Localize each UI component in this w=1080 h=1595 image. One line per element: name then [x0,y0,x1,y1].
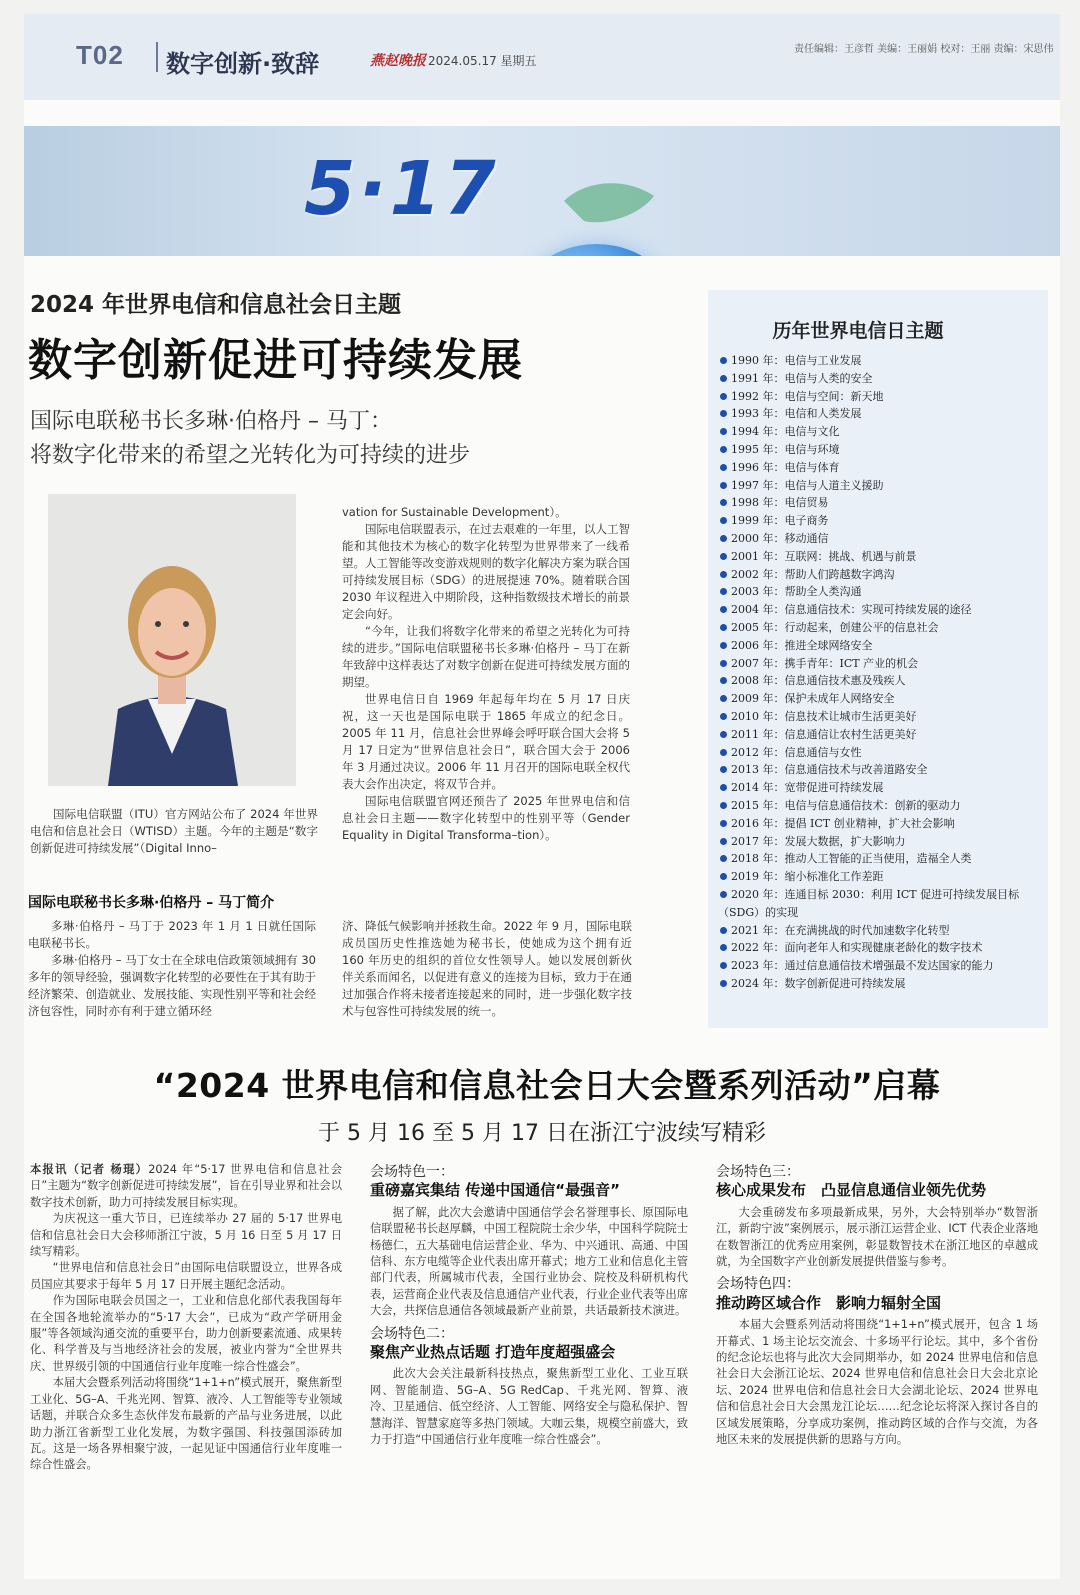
section-title: 数字创新·致辞 [166,50,320,78]
news-column-3 [716,1162,1038,1449]
theme-text: 1996 年：电信与体育 [731,460,840,474]
issue-date: 2024.05.17 星期五 [428,54,537,68]
article-headline: 数字创新促进可持续发展 [28,335,523,386]
globe-land-shape [564,183,654,222]
theme-list-item [718,815,1043,833]
feature-label: 会场特色三： [716,1164,800,1180]
theme-list-item [718,868,1043,886]
theme-list-item [718,744,1043,762]
theme-text: 1995 年：电信与环境 [731,442,840,456]
theme-list-item [718,459,1043,477]
theme-list-item [718,352,1043,370]
portrait-photo [48,494,296,786]
theme-list-item [718,833,1043,851]
theme-list-item [718,494,1043,512]
theme-list-item [718,423,1043,441]
theme-text: 2018 年：推动人工智能的正当使用，造福全人类 [731,852,972,866]
theme-text: 1994 年：电信与文化 [731,425,840,439]
header-divider [156,42,158,72]
theme-text: 2024 年：数字创新促进可持续发展 [731,976,906,990]
theme-list-item [718,566,1043,584]
bullet-icon [720,642,727,649]
bio-column-1 [28,918,316,1020]
theme-list-item [718,797,1043,815]
theme-text: 2007 年：携手青年：ICT 产业的机会 [731,656,919,670]
bio-paragraph: 多琳·伯格丹 – 马丁女士在全球电信政策领域拥有 30 多年的领导经验，强调数字化转型的必要性在于其有助于经济繁荣、创造就业、发展技能、实现性别平等和社会经济包容性，同时亦有利于建立循环经 [28,953,317,1018]
bullet-icon [720,464,727,471]
theme-text: 2008 年：信息通信技术惠及残疾人 [731,674,906,688]
bullet-icon [720,482,727,489]
news-paragraph: “世界电信和信息社会日”由国际电信联盟设立，世界各成员国应其要求于每年 5 月 17 日开展主题纪念活动。 [30,1261,342,1291]
theme-text: 1992 年：电信与空间：新天地 [731,389,884,403]
caption-text: 国际电信联盟（ITU）官方网站公布了 2024 年世界电信和信息社会日（WTISD）主题。今年的主题是“数字创新促进可持续发展”（Digital Inno– [30,807,318,855]
bullet-icon [720,553,727,560]
article-paragraph: vation for Sustainable Development）。 [342,505,567,519]
bullet-icon [720,517,727,524]
theme-text: 2020 年：连通目标 2030：利用 ICT 促进可持续发展目标（SDG）的实现 [718,887,1020,919]
theme-text: 2006 年：推进全球网络安全 [731,638,873,652]
theme-list-item [718,690,1043,708]
page-number: T02 [76,40,124,70]
theme-list-item [718,583,1043,601]
newspaper-logo: 燕赵晚报 [370,53,426,69]
theme-list-item [718,779,1043,797]
bullet-icon [720,784,727,791]
bullet-icon [720,535,727,542]
news-column-2 [370,1162,688,1449]
theme-text: 2017 年：发展大数据，扩大影响力 [731,834,906,848]
page-header [24,14,1060,100]
bullet-icon [720,766,727,773]
bullet-icon [720,731,727,738]
theme-text: 2011 年：信息通信让农村生活更美好 [731,727,917,741]
bullet-icon [720,838,727,845]
feature-heading: 推动跨区域合作 影响力辐射全国 [716,1293,942,1312]
theme-text: 2019 年：缩小标准化工作差距 [731,870,884,884]
theme-list-item [718,370,1043,388]
theme-list-item [718,726,1043,744]
theme-list-item [718,512,1043,530]
theme-list-item [718,405,1043,423]
theme-list-item [718,441,1043,459]
sidebar-title: 历年世界电信日主题 [772,320,944,342]
bullet-icon [720,820,727,827]
bullet-icon [720,624,727,631]
article-paragraph: 国际电信联盟表示，在过去艰难的一年里，以人工智能和其他技术为核心的数字化转型为世界带来了一线希望。人工智能等改变游戏规则的数字化解决方案为联合国可持续发展目标（SDG）的进展提速 70%。随着联合国 2030 年议程进入中期阶段，这种指数级技术增长的前景定会向好。 [342,522,630,621]
newspaper-page [24,14,1060,1579]
article-subtitle-1: 国际电联秘书长多琳·伯格丹 – 马丁： [30,409,392,434]
article-column-2 [342,504,630,844]
bullet-icon [720,749,727,756]
news-paragraph: 作为国际电联会员国之一，工业和信息化部代表我国每年在全国各地轮流举办的“5·17 大会”，已成为“政产学研用金服”等各领域沟通交流的重要平台，助力创新要素流通、成果转化、科学普及与当地经济社会的发展，被业内誉为“全世界共庆、世界级引领的中国通信行业年度唯一综合性盛会”。 [30,1294,342,1373]
banner-decoration [24,126,1060,256]
feature-label: 会场特色二： [370,1325,454,1342]
theme-list-item [718,477,1043,495]
theme-text: 2005 年：行动起来，创建公平的信息社会 [731,620,939,634]
news-text: 2024 年“5·17 世界电信和信息社会日”主题为“数字创新促进可持续发展”，旨在引导业界和社会以数字技术创新，助力可持续发展目标实现。 [30,1163,342,1209]
theme-text: 1997 年：电信与人道主义援助 [731,478,884,492]
theme-list-item [718,850,1043,868]
bullet-icon [720,891,727,898]
theme-text: 2015 年：电信与信息通信技术：创新的驱动力 [731,798,961,812]
theme-text: 2000 年：移动通信 [731,531,829,545]
bio-title: 国际电联秘书长多琳·伯格丹 – 马丁简介 [28,895,275,911]
news-paragraph: 为庆祝这一重大节日，已连续举办 27 届的 5·17 世界电信和信息社会日大会移师浙江宁波，5 月 16 日至 5 月 17 日续写精彩。 [30,1212,342,1259]
feature-label: 会场特色一： [370,1164,454,1180]
theme-text: 2004 年：信息通信技术：实现可持续发展的途径 [731,603,972,617]
theme-list-item [718,708,1043,726]
banner-517: 5·17 [304,146,499,232]
bullet-icon [720,927,727,934]
theme-list-item [718,601,1043,619]
article-paragraph: “今年，让我们将数字化带来的希望之光转化为可持续的进步。”国际电信联盟秘书长多琳·伯格丹 – 马丁在新年致辞中这样表达了对数字创新在促进可持续发展方面的期望。 [342,624,630,689]
bullet-icon [720,855,727,862]
feature-label: 会场特色四： [716,1276,800,1293]
second-subtitle: 于 5 月 16 至 5 月 17 日在浙江宁波续写精彩 [318,1121,766,1146]
bullet-icon [720,571,727,578]
theme-text: 2021 年：在充满挑战的时代加速数字化转型 [731,923,950,937]
theme-text: 2012 年：信息通信与女性 [731,745,862,759]
bullet-icon [720,713,727,720]
theme-list-item [718,886,1043,922]
bullet-icon [720,695,727,702]
second-headline: “2024 世界电信和信息社会日大会暨系列活动”启幕 [153,1066,941,1105]
bullet-icon [720,375,727,382]
feature-heading: 聚焦产业热点话题 打造年度超强盛会 [370,1343,616,1362]
photo-caption [30,806,318,857]
article-kicker: 2024 年世界电信和信息社会日主题 [30,292,402,318]
theme-text: 2023 年：通过信息通信技术增强最不发达国家的能力 [731,959,994,973]
news-paragraph: 本届大会暨系列活动将围绕“1+1+n”模式展开，聚焦新型工业化、5G–A、千兆光网、智算、液冷、人工智能等专业领域话题，并联合众多生态伙伴发布最新的产品与业务进展，以此助力浙江省新型工业化发展，为数字强国、科技强国添砖加瓦。这是一场各界相聚宁波，一起见证中国通信行业年度唯一综合性盛会。 [30,1376,342,1472]
theme-text: 1999 年：电子商务 [731,514,829,528]
theme-list-item [718,975,1043,993]
bullet-icon [720,962,727,969]
bullet-icon [720,944,727,951]
bio-column-2 [342,918,632,1020]
news-paragraph: 大会重磅发布多项最新成果，另外，大会特别举办“数智浙江，新韵宁波”案例展示，展示浙江运营企业、ICT 代表企业落地在数智浙江的优秀应用案例，彰显数智技术在浙江地区的卓越成就，为全国数字产业创新发展提供借鉴与参考。 [716,1205,1038,1269]
theme-list-item [718,761,1043,779]
feature-heading: 重磅嘉宾集结 传递中国通信“最强音” [370,1181,620,1200]
bullet-icon [720,802,727,809]
theme-text: 1993 年：电信和人类发展 [731,407,862,421]
theme-text: 2002 年：帮助人们跨越数字鸿沟 [731,567,895,581]
news-paragraph: 此次大会关注最新科技热点，聚焦新型工业化、工业互联网、智能制造、5G–A、5G RedCap、千兆光网、智算、液冷、卫星通信、低空经济、人工智能、网络安全与隐私保护、智慧海洋、智慧家庭等多热门领域。大咖云集，规模空前盛大，致力于打造“中国通信行业年度唯一综合性盛会”。 [370,1367,688,1447]
theme-list-item [718,388,1043,406]
news-column-1 [30,1162,342,1474]
article-subtitle-2: 将数字化带来的希望之光转化为可持续的进步 [30,443,471,468]
theme-list-item [718,957,1043,975]
theme-list-item [718,672,1043,690]
article-paragraph: 世界电信日自 1969 年起每年均在 5 月 17 日庆祝，这一天也是国际电联于 1865 年成立的纪念日。2005 年 11 月，信息社会世界峰会呼吁联合国大会将 5 月 17 日定为“世界信息社会日”，联合国大会于 2006 年 3 月通过决议。2006 年 11 月召开的国际电联全权代表大会作出决定，将双节合并。 [342,692,630,791]
bullet-icon [720,499,727,506]
byline: 本报讯（记者 杨琨） [30,1163,149,1176]
theme-text: 2003 年：帮助全人类沟通 [731,585,862,599]
bullet-icon [720,873,727,880]
bullet-icon [720,428,727,435]
bullet-icon [720,980,727,987]
theme-list-item [718,655,1043,673]
news-paragraph: 据了解，此次大会邀请中国通信学会名誉理事长、原国际电信联盟秘书长赵厚麟，中国工程院院士余少华，中国科学院院士杨德仁，五大基础电信运营企业、华为、中兴通讯、高通、中国信科、东方电缆等企业代表出席开幕式；地方工业和信息化主管部门代表，所属城市代表，全国行业协会、院校及科研机构代表，运营商企业代表及信息通信产业代表，行业企业代表等出席大会，共探信息通信各领域最新产业前景，共话最新技术演进。 [370,1205,688,1318]
theme-text: 1990 年：电信与工业发展 [731,354,862,367]
feature-heading: 核心成果发布 凸显信息通信业领先优势 [716,1181,987,1200]
theme-list-item [718,939,1043,957]
theme-list-item [718,922,1043,940]
theme-list-item [718,619,1043,637]
bullet-icon [720,606,727,613]
theme-text: 1991 年：电信与人类的安全 [731,371,873,385]
bullet-icon [720,660,727,667]
theme-text: 2010 年：信息技术让城市生活更美好 [731,709,917,723]
article-paragraph: 国际电信联盟官网还预告了 2025 年世界电信和信息社会日主题——数字化转型中的性别平等（Gender Equality in Digital Transforma–tion）。 [342,794,630,842]
bullet-icon [720,393,727,400]
bio-paragraph: 济、降低气候影响并拯救生命。2022 年 9 月，国际电联成员国历史性推选她为秘书长，使她成为这个拥有近 160 年历史的组织的首位女性领导人。她以发展创新伙伴关系而闻名，以促进有意义的连接为目标，致力于在通过加强合作将未接者连接起来的同时，进一步强化数字技术与包容性可持续发展的统一。 [342,919,632,1018]
banner [24,126,1060,256]
news-paragraph: 本届大会暨系列活动将围绕“1+1+n”模式展开，包含 1 场开幕式、1 场主论坛交流会、十多场平行论坛。其中，多个省份的纪念论坛也将与此次大会同期举办，如 2024 世界电信和信息社会日大会浙江论坛、2024 世界电信和信息社会日大会北京论坛、2024 世界电信和信息社会日大会湖北论坛、2024 世界电信和信息社会日大会黑龙江论坛……纪念论坛将深入探讨各自的区域发展策略，分享成功案例，推动跨区域的合作与交流，为各地区未来的发展提供新的思路与方向。 [716,1318,1038,1447]
news-paragraph [30,1162,342,1211]
theme-list-item [718,530,1043,548]
bio-paragraph: 多琳·伯格丹 – 马丁于 2023 年 1 月 1 日就任国际电联秘书长。 [28,919,316,950]
theme-text: 2001 年：互联网：挑战、机遇与前景 [731,549,917,563]
bullet-icon [720,446,727,453]
themes-list [718,352,1043,993]
theme-text: 1998 年：电信贸易 [731,496,829,510]
theme-list-item [718,548,1043,566]
theme-text: 2013 年：信息通信技术与改善道路安全 [731,763,928,777]
theme-text: 2009 年：保护未成年人网络安全 [731,692,895,706]
bullet-icon [720,357,727,364]
bullet-icon [720,677,727,684]
theme-text: 2016 年：提倡 ICT 创业精神，扩大社会影响 [731,816,955,830]
sidebar-themes [708,290,1048,1028]
portrait-illustration [48,494,296,786]
bullet-icon [720,410,727,417]
theme-list-item [718,637,1043,655]
bullet-icon [720,588,727,595]
theme-text: 2014 年：宽带促进可持续发展 [731,781,884,795]
theme-text: 2022 年：面向老年人和实现健康老龄化的数字技术 [731,941,983,955]
editor-credits: 责任编辑：王彦哲 美编：王丽娟 校对：王丽 责编：宋思伟 [794,44,1054,55]
